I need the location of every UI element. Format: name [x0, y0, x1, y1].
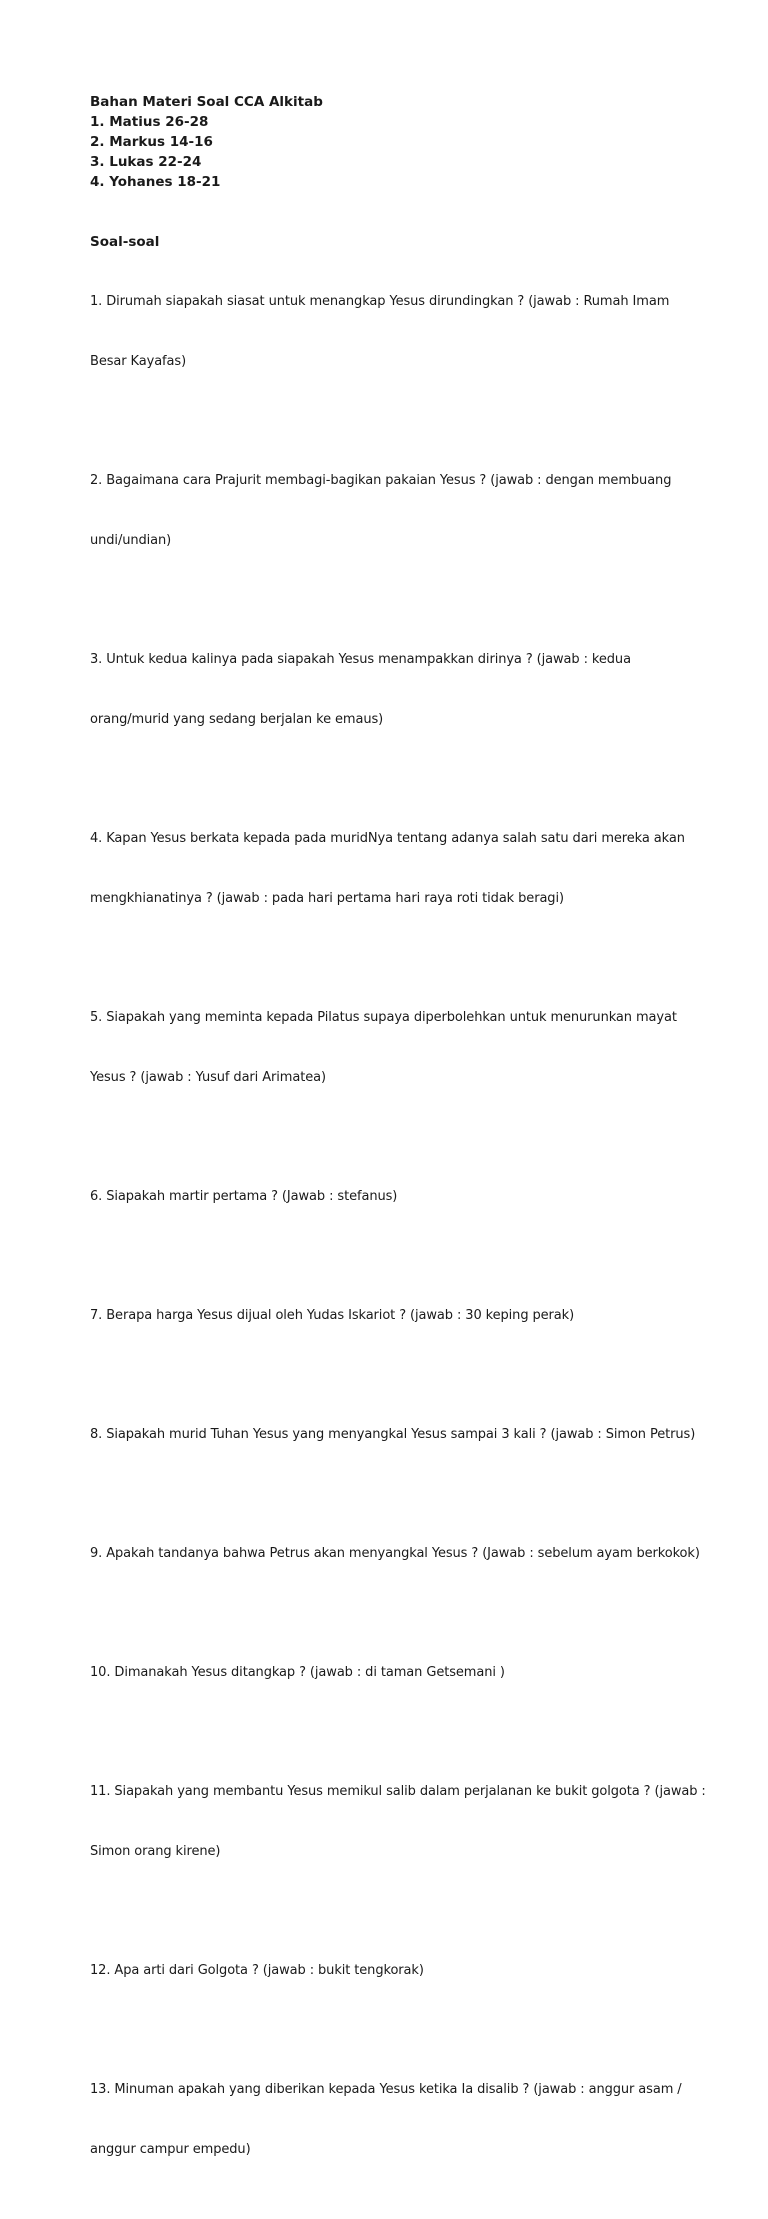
- question-line: orang/murid yang sedang berjalan ke emaus): [90, 712, 384, 727]
- document-title: Bahan Materi Soal CCA Alkitab: [90, 94, 323, 110]
- question-line: Besar Kayafas): [90, 354, 187, 369]
- question-line: 5. Siapakah yang meminta kepada Pilatus supaya diperbolehkan untuk menurunkan mayat: [90, 1010, 677, 1025]
- question-line: Yesus ? (jawab : Yusuf dari Arimatea): [90, 1070, 326, 1085]
- questions-list: [90, 252, 706, 2200]
- material-item: 1. Matius 26-28: [90, 114, 209, 130]
- question-line: 9. Apakah tandanya bahwa Petrus akan menyangkal Yesus ? (Jawab : sebelum ayam berkokok): [90, 1546, 700, 1561]
- question-line: 12. Apa arti dari Golgota ? (jawab : bukit tengkorak): [90, 1963, 424, 1978]
- question-line: 1. Dirumah siapakah siasat untuk menangkap Yesus dirundingkan ? (jawab : Rumah Imam: [90, 294, 670, 309]
- question-item: [90, 1147, 690, 1247]
- material-item: 4. Yohanes 18-21: [90, 174, 221, 190]
- question-line: 8. Siapakah murid Tuhan Yesus yang menyangkal Yesus sampai 3 kali ? (jawab : Simon Petrus): [90, 1427, 696, 1442]
- question-item: [90, 1385, 696, 1485]
- question-line: mengkhianatinya ? (jawab : pada hari pertama hari raya roti tidak beragi): [90, 891, 564, 906]
- question-line: 13. Minuman apakah yang diberikan kepada Yesus ketika Ia disalib ? (jawab : anggur asam /: [90, 2082, 682, 2097]
- question-item: [90, 1921, 690, 2021]
- question-item: [90, 2040, 690, 2200]
- question-item: [90, 1266, 690, 1366]
- question-item: [90, 1742, 706, 1902]
- question-item: [90, 610, 690, 770]
- question-item: [90, 431, 690, 591]
- document-page: [90, 92, 706, 2219]
- question-line: 10. Dimanakah Yesus ditangkap ? (jawab : di taman Getsemani ): [90, 1665, 505, 1680]
- question-item: [90, 1623, 690, 1723]
- question-line: 4. Kapan Yesus berkata kepada pada muridNya tentang adanya salah satu dari mereka akan: [90, 831, 685, 846]
- question-line: 6. Siapakah martir pertama ? (Jawab : stefanus): [90, 1189, 398, 1204]
- material-item: 3. Lukas 22-24: [90, 154, 202, 170]
- question-item: [90, 1504, 700, 1604]
- question-item: [90, 968, 690, 1128]
- question-line: 7. Berapa harga Yesus dijual oleh Yudas Iskariot ? (jawab : 30 keping perak): [90, 1308, 575, 1323]
- question-line: 11. Siapakah yang membantu Yesus memikul salib dalam perjalanan ke bukit golgota ? (jawab :: [90, 1784, 706, 1799]
- question-line: 3. Untuk kedua kalinya pada siapakah Yesus menampakkan dirinya ? (jawab : kedua: [90, 652, 631, 667]
- question-line: undi/undian): [90, 533, 172, 548]
- question-line: 2. Bagaimana cara Prajurit membagi-bagikan pakaian Yesus ? (jawab : dengan membuang: [90, 473, 672, 488]
- materials-list: [90, 112, 690, 192]
- question-item: [90, 252, 690, 412]
- section-title: Soal-soal: [90, 234, 160, 250]
- question-line: Simon orang kirene): [90, 1844, 221, 1859]
- question-line: anggur campur empedu): [90, 2142, 251, 2157]
- question-item: [90, 789, 690, 949]
- material-item: 2. Markus 14-16: [90, 134, 213, 150]
